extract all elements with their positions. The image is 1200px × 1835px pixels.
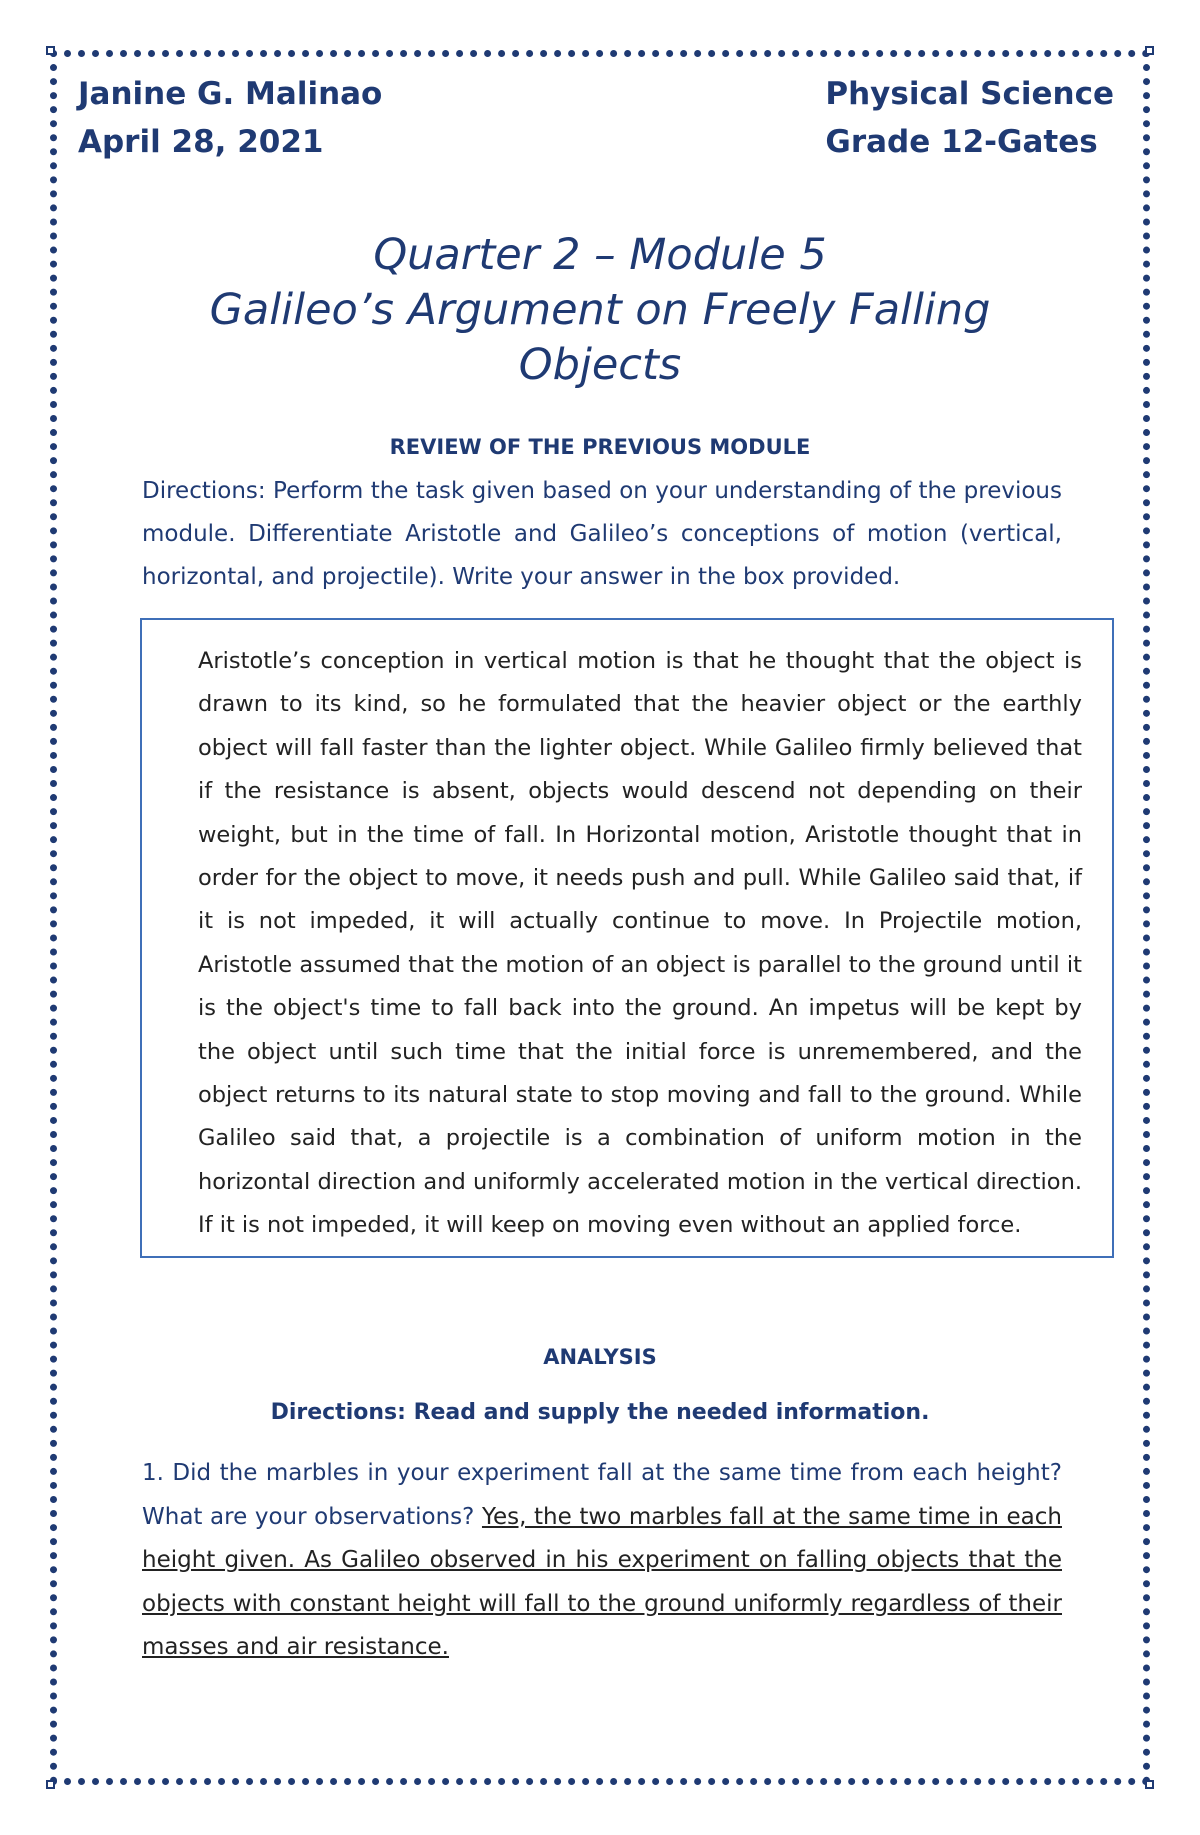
title-line-2: Galileo’s Argument on Freely Falling <box>209 285 991 335</box>
module-title <box>150 228 1050 393</box>
border-corner-bottom-right <box>1145 1780 1154 1789</box>
review-heading: REVIEW OF THE PREVIOUS MODULE <box>389 435 811 459</box>
answer-box <box>140 618 1114 1258</box>
border-corner-top-right <box>1145 46 1154 55</box>
analysis-directions: Directions: Read and supply the needed information. <box>270 1400 930 1425</box>
border-corner-bottom-left <box>46 1780 55 1789</box>
analysis-heading: ANALYSIS <box>543 1345 657 1369</box>
title-line-3: Objects <box>518 340 682 390</box>
question-1-answer: Yes, the two marbles fall at the same time in each height given. As Galileo observed in his experiment on falling objects that the objects with constant height will fall to the ground uniformly regardless of their masses and air resistance. <box>142 1503 1062 1660</box>
student-name: Janine G. Malinao <box>78 76 383 112</box>
question-1 <box>142 1452 1062 1670</box>
review-answer-text: Aristotle’s conception in vertical motion is that he thought that the object is drawn to its kind, so he formulated that the heavier object or the earthly object will fall faster than the lighter object. While Galileo firmly believed that if the resistance is absent, objects would descend not depending on their weight, but in the time of fall. In Horizontal motion, Aristotle thought that in order for the object to move, it needs push and pull. While Galileo said that, if it is not impeded, it will actually continue to move. In Projectile motion, Aristotle assumed that the motion of an object is parallel to the ground until it is the object's time to fall back into the ground. An impetus will be kept by the object until such time that the initial force is unremembered, and the object returns to its natural state to stop moving and fall to the ground. While Galileo said that, a projectile is a combination of uniform motion in the horizontal direction and uniformly accelerated motion in the vertical direction. If it is not impeded, it will keep on moving even without an applied force. <box>198 648 1082 1239</box>
border-corner-top-left <box>46 46 55 55</box>
question-1-text: 1. Did the marbles in your experiment fall at the same time from each height? What are your observations? <box>142 1460 1062 1530</box>
header-class-info <box>825 70 1114 166</box>
grade-section: Grade 12-Gates <box>825 124 1098 160</box>
subject-name: Physical Science <box>825 76 1114 112</box>
review-directions: Directions: Perform the task given based on your understanding of the previous module. Differentiate Aristotle and Galileo’s conceptions of motion (vertical, horizontal, and projectile). Write your answer in the box provided. <box>142 478 1062 590</box>
title-line-1: Quarter 2 – Module 5 <box>373 230 827 280</box>
submission-date: April 28, 2021 <box>78 124 324 160</box>
header-student-info <box>78 70 382 166</box>
